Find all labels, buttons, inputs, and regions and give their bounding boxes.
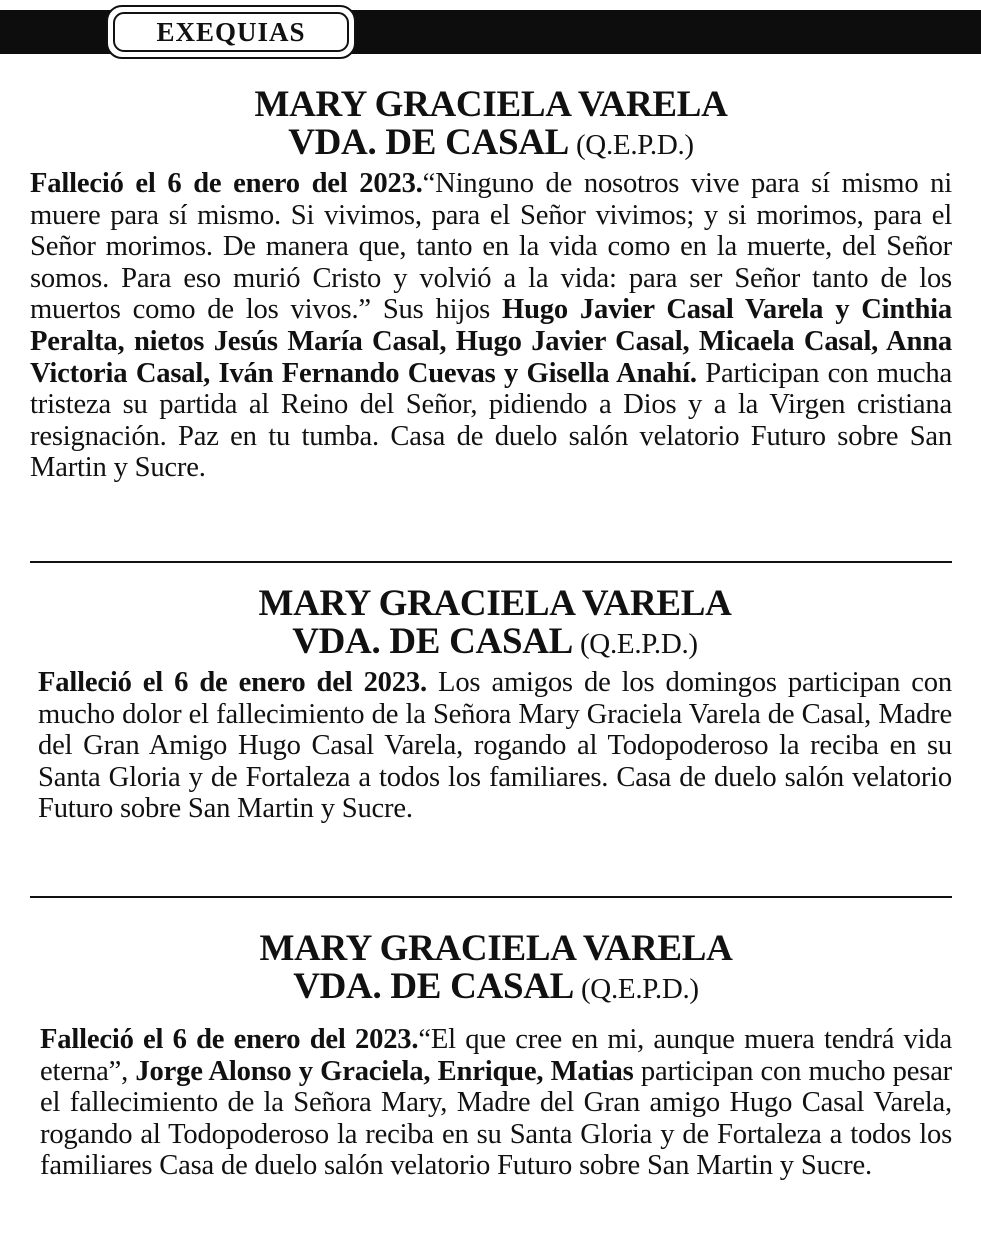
death-date: Falleció el 6 de enero del 2023. <box>38 667 427 698</box>
deceased-name <box>30 86 952 164</box>
name-line-2 <box>38 623 952 663</box>
divider-line <box>30 896 952 898</box>
obituary-notice-1 <box>30 86 952 484</box>
divider-line <box>30 561 952 563</box>
closing-text: participan con mucho pesar el fallecimiento de la Señora Mary, Madre del Gran amigo Hugo Casal Varela, rogando al Todopoderoso la reciba en su Santa Gloria y de Fortaleza a todos los familiares Casa de duelo salón velatorio Futuro sobre San Martin y Sucre. <box>40 1055 953 1182</box>
death-date: Falleció el 6 de enero del 2023. <box>40 1024 419 1055</box>
deceased-name <box>40 930 952 1008</box>
closing-text: Participan con mucha tristeza su partida al Reino del Señor, pidiendo a Dios y a la Virgen cristiana resignación. Paz en tu tumba. Casa de duelo salón velatorio Futuro sobre San Martin y Sucre. <box>30 357 952 484</box>
name-line-2 <box>40 968 952 1008</box>
section-badge-inner-border <box>113 12 349 52</box>
name-line-2 <box>30 124 952 164</box>
death-date: Falleció el 6 de enero del 2023. <box>30 168 423 199</box>
name-line-2-text: VDA. DE CASAL <box>293 966 572 1007</box>
name-line-2-text: VDA. DE CASAL <box>288 122 567 163</box>
name-line-1: MARY GRACIELA VARELA <box>259 928 733 969</box>
notice-body <box>38 667 952 825</box>
name-line-2-text: VDA. DE CASAL <box>292 621 571 662</box>
notice-body <box>40 1024 952 1182</box>
deceased-name <box>38 585 952 663</box>
scripture-quote: “Ninguno de nosotros vive para sí mismo ni muere para sí mismo. Si vivimos, para el Señor vivimos; y si morimos, para el Señor morimos. De manera que, tanto en la vida como en la muerte, del Señor somos. Para eso murió Cristo y volvió a la vida: para ser Señor tanto de los muertos como de los vivos.” Sus hijos <box>30 168 952 326</box>
obituary-notice-2 <box>38 585 952 825</box>
qepd-label: (Q.E.P.D.) <box>575 129 694 161</box>
notice-body <box>30 168 952 484</box>
qepd-label: (Q.E.P.D.) <box>580 973 699 1005</box>
name-line-1: MARY GRACIELA VARELA <box>258 583 732 624</box>
qepd-label: (Q.E.P.D.) <box>579 628 698 660</box>
name-line-1: MARY GRACIELA VARELA <box>254 84 728 125</box>
notice-text: Los amigos de los domingos participan con mucho dolor el fallecimiento de la Señora Mary Graciela Varela de Casal, Madre del Gran Amigo Hugo Casal Varela, rogando al Todopoderoso la reciba en su Santa Gloria y de Fortaleza a todos los familiares. Casa de duelo salón velatorio Futuro sobre San Martin y Sucre. <box>38 667 952 825</box>
family-names: Hugo Javier Casal Varela y Cinthia Peralta, nietos Jesús María Casal, Hugo Javier Casal, Micaela Casal, Anna Victoria Casal, Iván Fernando Cuevas y Gisella Anahí. <box>30 294 952 389</box>
obituary-notice-3 <box>40 930 952 1182</box>
section-title: EXEQUIAS <box>156 16 306 47</box>
sender-names: Jorge Alonso y Graciela, Enrique, Matias <box>135 1055 634 1087</box>
scripture-quote: “El que cree en mi, aunque muera tendrá vida eterna”, <box>40 1024 952 1087</box>
section-badge <box>106 5 356 59</box>
